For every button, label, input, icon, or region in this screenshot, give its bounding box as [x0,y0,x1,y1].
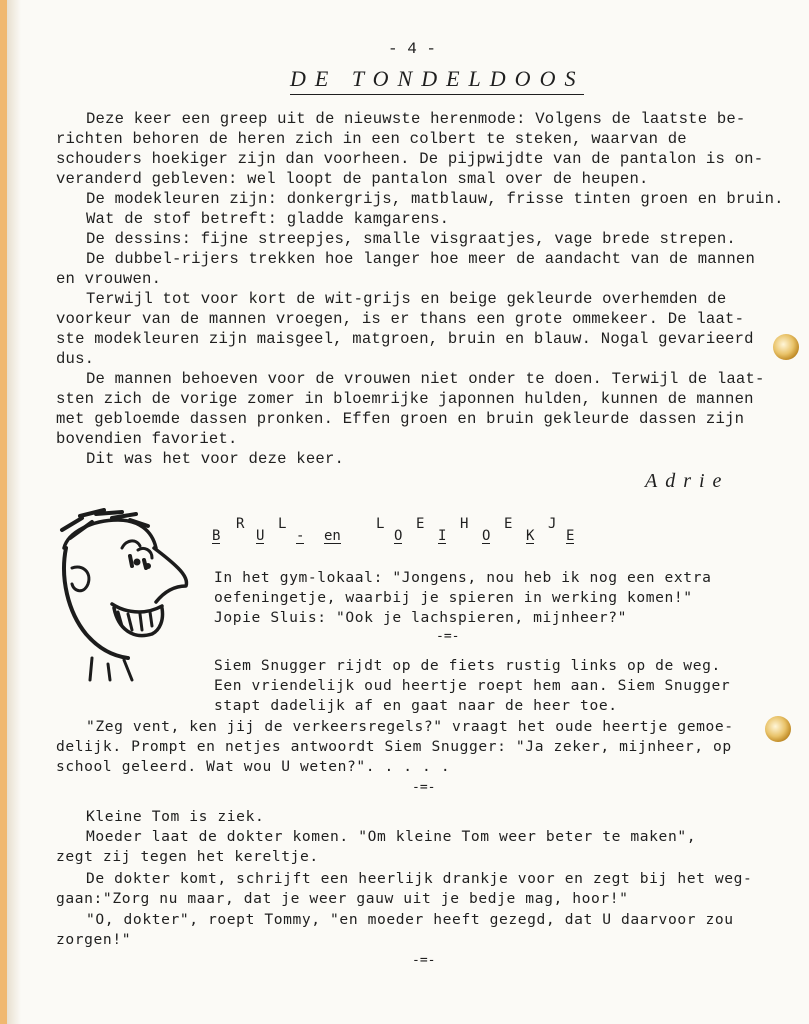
joke-line: stapt dadelijk af en gaat naar de heer toe. [214,697,618,714]
heading-letter: O [482,528,491,544]
joke-line: oefeningetje, waarbij je spieren in werking komen!" [214,589,693,606]
article-line: Dit was het voor deze keer. [86,450,345,468]
article-line: met gebloemde dassen pronken. Effen groen en bruin gekleurde dassen zijn [56,410,745,428]
heading-letter: H [460,516,469,532]
joke-line: "O, dokter", roept Tommy, "en moeder heeft gezegd, dat U daarvoor zou [86,911,734,928]
cartoon-face-icon [52,508,202,683]
article-line: dus. [56,350,95,368]
heading-letter: J [548,516,557,532]
article-line: schouders hoekiger zijn dan voorheen. De pijpwijdte van de pantalon is on- [56,150,764,168]
article-line: voorkeur van de mannen vroegen, is er thans een grote ommekeer. De laat- [56,310,745,328]
article-line: bovendien favoriet. [56,430,238,448]
article-line: De mannen behoeven voor de vrouwen niet onder te doen. Terwijl de laat- [86,370,765,388]
heading-letter: I [438,528,447,544]
heading-letter: R [236,516,245,532]
heading-letter: B [212,528,221,544]
joke-line: "Zeg vent, ken jij de verkeersregels?" vraagt het oude heertje gemoe- [86,718,734,735]
page-number: - 4 - [388,40,437,58]
joke-line: gaan:"Zorg nu maar, dat je weer gauw uit je bedje mag, hoor!" [56,890,629,907]
heading-connector: en [324,528,341,544]
joke-line: zegt zij tegen het kereltje. [56,848,319,865]
article-line: Wat de stof betreft: gladde kamgarens. [86,210,450,228]
article-line: sten zich de vorige zomer in bloemrijke japonnen hulden, kunnen de mannen [56,390,754,408]
article-line: en vrouwen. [56,270,162,288]
separator: -=- [412,953,436,968]
joke-line: Kleine Tom is ziek. [86,808,265,825]
heading-letter: L [376,516,385,532]
article-line: ste modekleuren zijn maisgeel, matgroen, bruin en blauw. Nogal gevarieerd [56,330,754,348]
article-line: veranderd gebleven: wel loopt de pantalon smal over de heupen. [56,170,649,188]
joke-line: zorgen!" [56,931,132,948]
heading-letter: E [416,516,425,532]
heading-letter: L [278,516,287,532]
joke-line: school geleerd. Wat wou U weten?". . . . . [56,758,451,775]
article-line: De dessins: fijne streepjes, smalle visgraatjes, vage brede strepen. [86,230,736,248]
separator: -=- [412,780,436,795]
article-line: De dubbel-rijers trekken hoe langer hoe meer de aandacht van de mannen [86,250,756,268]
joke-line: Siem Snugger rijdt op de fiets rustig links op de weg. [214,657,721,674]
joke-line: delijk. Prompt en netjes antwoordt Siem Snugger: "Ja zeker, mijnheer, op [56,738,732,755]
heading-letter: E [566,528,575,544]
binding-shadow [7,0,21,1024]
article-line: Terwijl tot voor kort de wit-grijs en beige gekleurde overhemden de [86,290,727,308]
separator: -=- [436,629,460,644]
section-heading [212,516,575,550]
joke-line: De dokter komt, schrijft een heerlijk drankje voor en zegt bij het weg- [86,870,753,887]
heading-letter: - [296,528,305,544]
binding-edge [0,0,7,1024]
joke-line: In het gym-lokaal: "Jongens, nou heb ik nog een extra [214,569,712,586]
heading-letter: U [256,528,265,544]
joke-line: Moeder laat de dokter komen. "Om kleine Tom weer beter te maken", [86,828,697,845]
article-line: richten behoren de heren zich in een colbert te steken, waarvan de [56,130,687,148]
punch-hole-icon [773,334,799,360]
heading-letter: E [504,516,513,532]
joke-line: Jopie Sluis: "Ook je lachspieren, mijnheer?" [214,609,627,626]
page-title: DE TONDELDOOS [290,66,584,95]
author-signature: Adrie [645,470,730,492]
joke-line: Een vriendelijk oud heertje roept hem aan. Siem Snugger [214,677,731,694]
heading-letter: O [394,528,403,544]
heading-letter: K [526,528,535,544]
article-line: Deze keer een greep uit de nieuwste herenmode: Volgens de laatste be- [86,110,746,128]
punch-hole-icon [765,716,791,742]
article-line: De modekleuren zijn: donkergrijs, matblauw, frisse tinten groen en bruin. [86,190,784,208]
